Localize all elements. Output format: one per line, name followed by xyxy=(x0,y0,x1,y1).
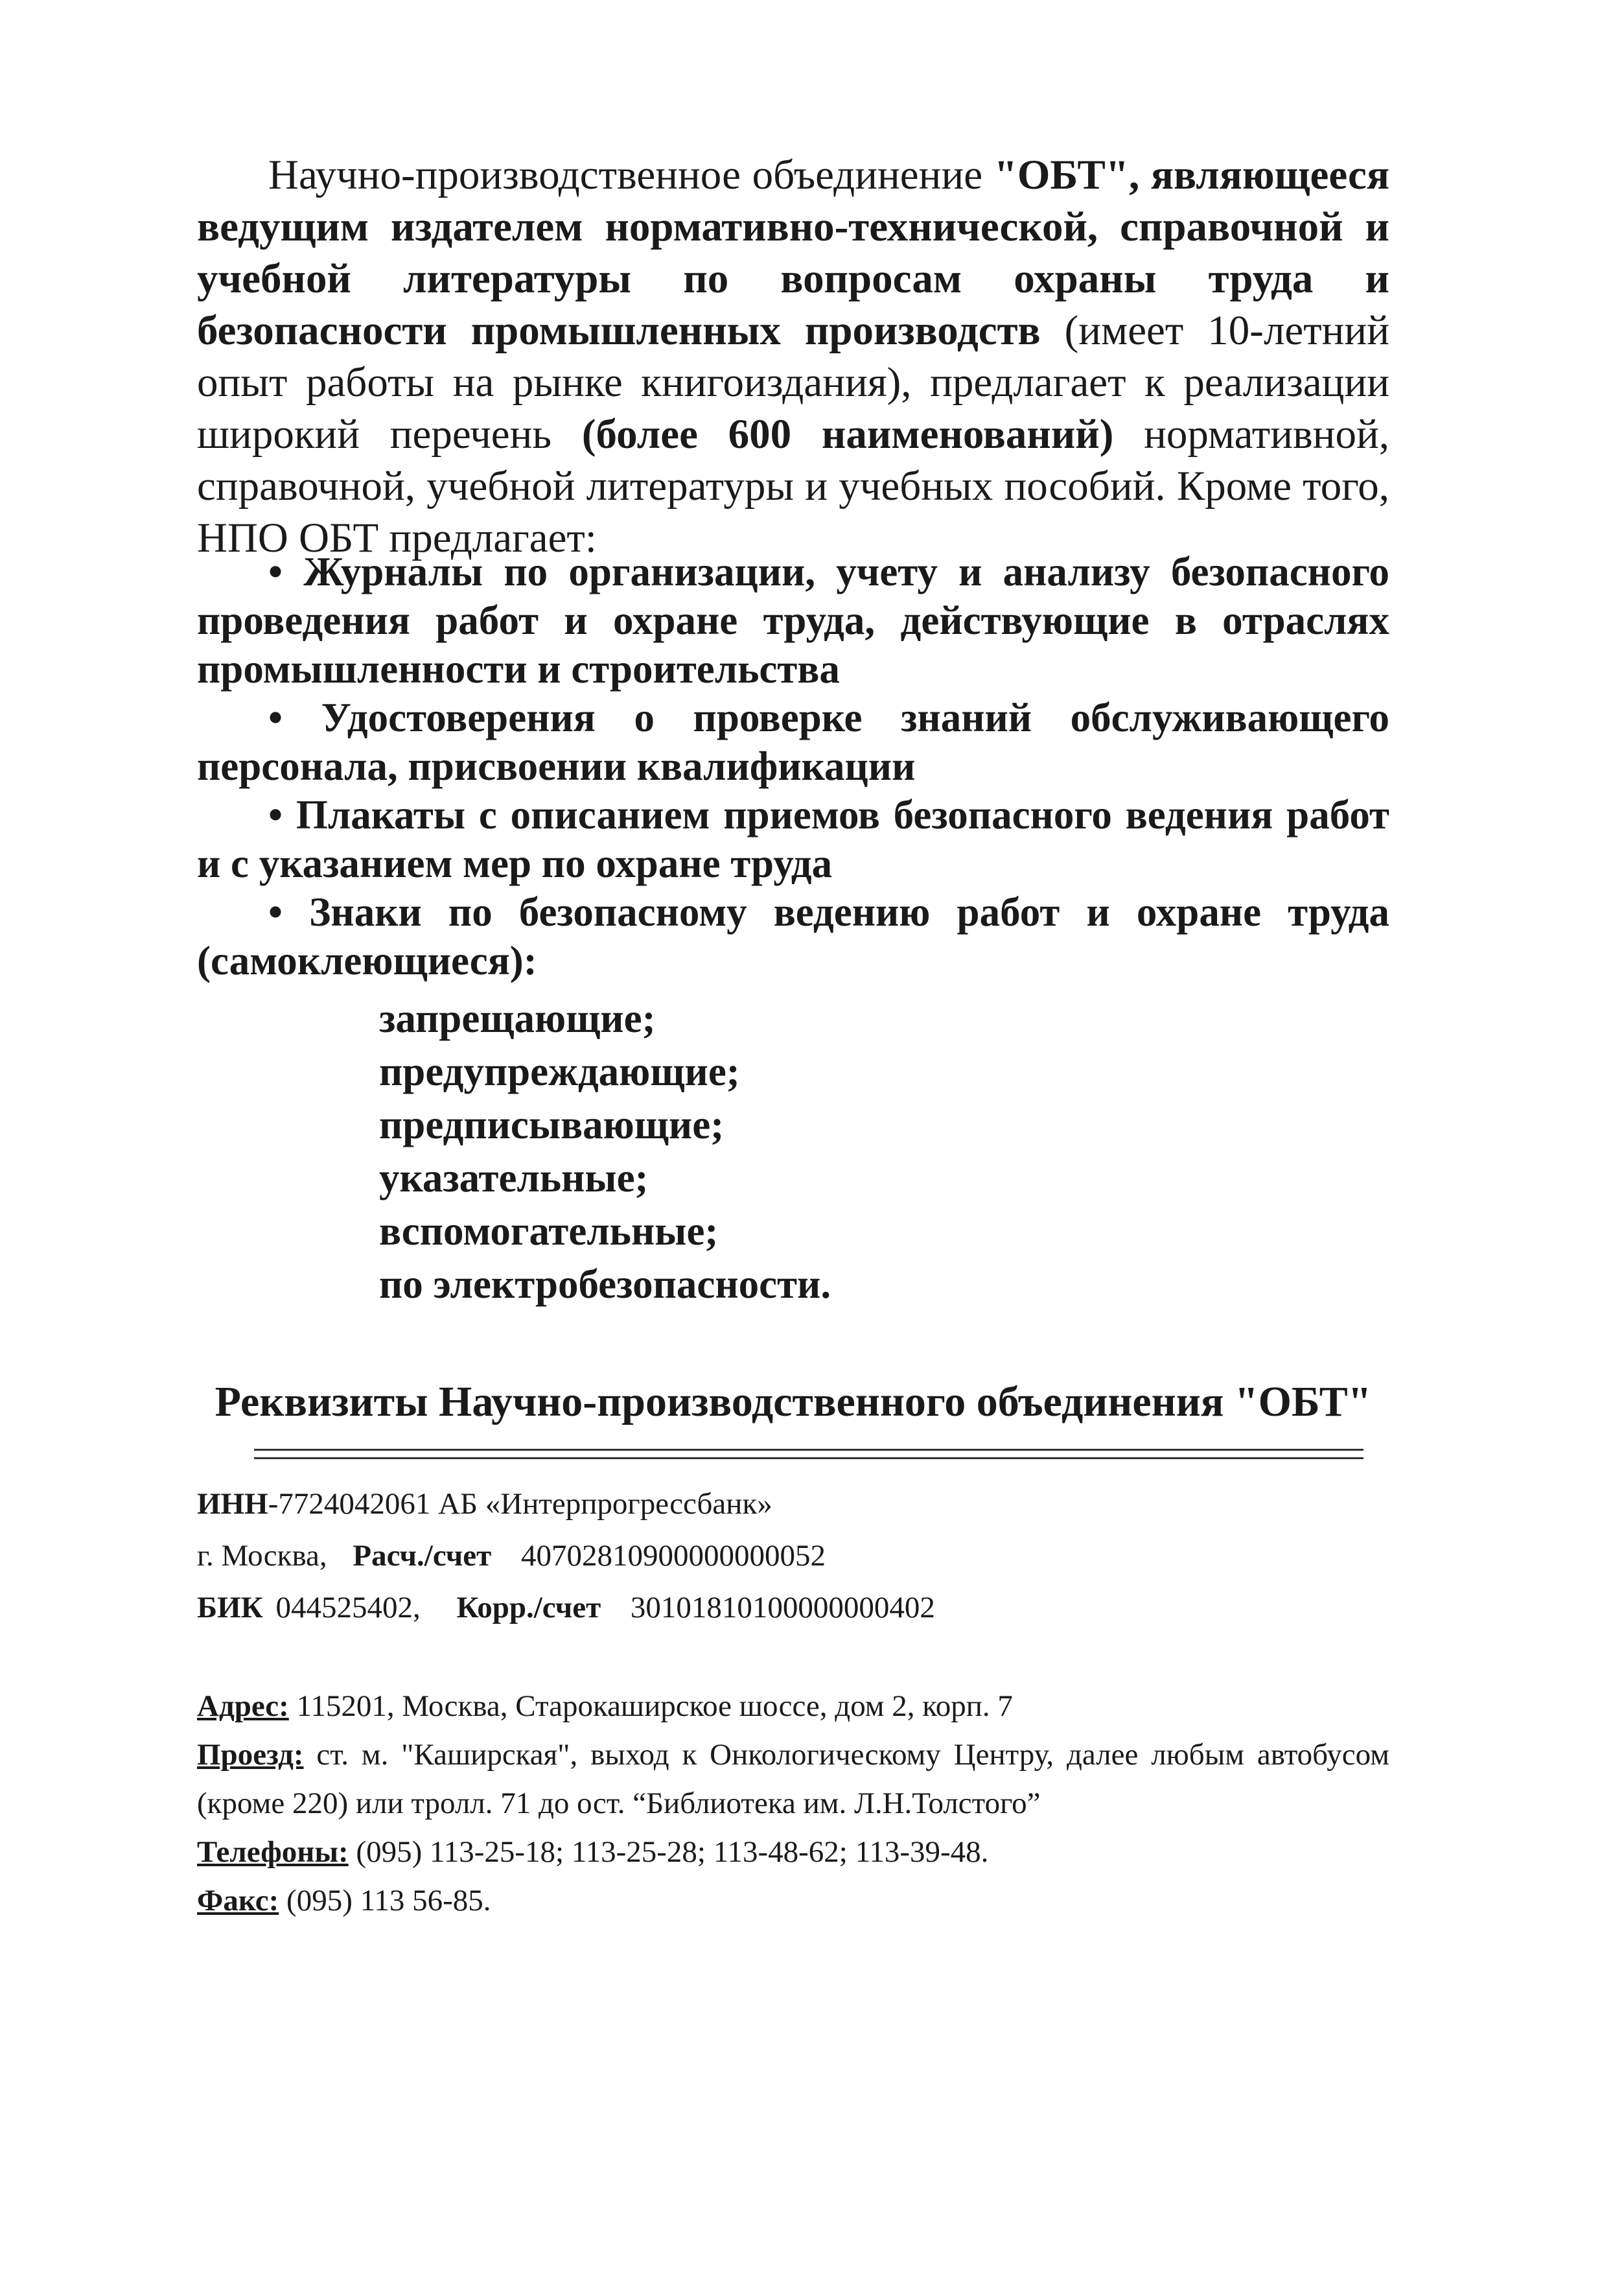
contacts-block xyxy=(197,1682,1389,1925)
bik-value: 044525402, xyxy=(275,1591,421,1624)
fax-label: Факс: xyxy=(197,1884,279,1917)
address-row xyxy=(197,1682,1389,1731)
intro-paragraph xyxy=(197,149,1389,564)
sign-type-item: указательные; xyxy=(379,1155,649,1201)
offer-journals: • Журналы по организации, учету и анализу безопасного проведения работ и охране труда, действующие в отраслях промышленности и строительства xyxy=(197,549,1389,692)
route-row xyxy=(197,1731,1389,1828)
sign-types-list xyxy=(379,992,831,1311)
intro-text-2: (имеет 10-летний опыт работы на рынке книгоиздания), предлагает к реализации широкий перечень xyxy=(197,307,1389,458)
offer-certificates: • Удостоверения о проверке знаний обслуживающего персонала, присвоении квалификации xyxy=(197,695,1389,789)
sign-type-item: предупреждающие; xyxy=(379,1049,740,1094)
sign-type-item: запрещающие; xyxy=(379,996,656,1041)
inn-label: ИНН xyxy=(197,1487,268,1521)
intro-bold-2: (более 600 наименований) xyxy=(581,411,1114,458)
phones-value: (095) 113-25-18; 113-25-28; 113-48-62; 113-39-48. xyxy=(348,1835,989,1869)
sign-type-item: по электробезопасности. xyxy=(379,1261,831,1307)
offer-signs: • Знаки по безопасному ведению работ и охране труда (самоклеющиеся): xyxy=(197,889,1389,983)
divider-line xyxy=(254,1457,1363,1459)
route-label: Проезд: xyxy=(197,1738,304,1772)
settlement-account-label: Расч./счет xyxy=(353,1539,492,1573)
requisites-account-row xyxy=(197,1536,826,1575)
divider-line xyxy=(254,1449,1363,1451)
fax-row xyxy=(197,1877,1389,1925)
inn-value: -7724042061 АБ «Интерпрогрессбанк» xyxy=(268,1487,772,1521)
requisites-title: Реквизиты Научно-производственного объединения "ОБТ" xyxy=(215,1378,1372,1425)
intro-text-1: Научно-производственное объединение xyxy=(268,152,994,198)
route-value: ст. м. "Каширская", выход к Онкологическому Центру, далее любым автобусом (кроме 220) или тролл. 71 до ост. “Библиотека им. Л.Н.Толстого” xyxy=(197,1738,1389,1820)
intro-text-3: нормативной, справочной, учебной литературы и учебных пособий. Кроме того, НПО ОБТ предлагает: xyxy=(197,411,1389,561)
city-text: г. Москва, xyxy=(197,1539,327,1573)
bik-label: БИК xyxy=(197,1591,263,1624)
requisites-bik-row xyxy=(197,1588,935,1627)
address-value: 115201, Москва, Старокаширское шоссе, дом 2, корп. 7 xyxy=(288,1689,1013,1723)
settlement-account-value: 40702810900000000052 xyxy=(520,1539,826,1573)
correspondent-account-value: 30101810100000000402 xyxy=(630,1591,935,1624)
phones-row xyxy=(197,1828,1389,1877)
sign-type-item: вспомогательные; xyxy=(379,1208,719,1254)
fax-value: (095) 113 56-85. xyxy=(279,1884,491,1917)
phones-label: Телефоны: xyxy=(197,1835,349,1869)
sign-type-item: предписывающие; xyxy=(379,1102,725,1147)
intro-bold-1: "ОБТ", являющееся ведущим издателем нормативно-технической, справочной и учебной литературы по вопросам охраны труда и безопасности промышленных производств xyxy=(197,152,1389,354)
offers-list xyxy=(197,548,1389,985)
address-label: Адрес: xyxy=(197,1689,289,1723)
offer-posters: • Плакаты с описанием приемов безопасного ведения работ и с указанием мер по охране труда xyxy=(197,792,1389,886)
correspondent-account-label: Корр./счет xyxy=(456,1591,601,1624)
requisites-inn-row xyxy=(197,1484,772,1523)
